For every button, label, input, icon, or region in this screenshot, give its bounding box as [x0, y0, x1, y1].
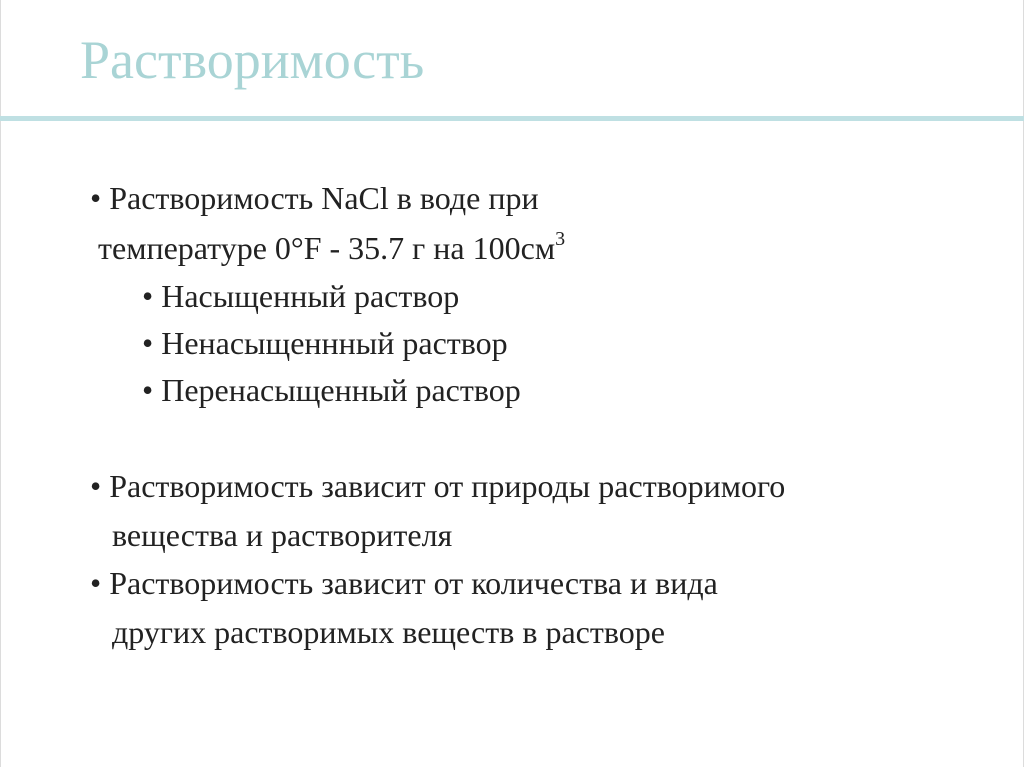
sub-bullet-saturated: [142, 276, 459, 316]
bullet-marker: •: [142, 325, 154, 361]
sub-bullet-unsaturated: [142, 323, 508, 363]
bullet-text-line1: Растворимость зависит от количества и вида: [109, 565, 718, 601]
bullet-marker: •: [90, 565, 102, 601]
sub-bullet-supersaturated: [142, 370, 521, 410]
bullet-text-line2: вещества и растворителя: [112, 517, 453, 553]
bullet-text-line1: Растворимость зависит от природы растворимого: [109, 468, 786, 504]
sub-bullet-text: Насыщенный раствор: [161, 278, 460, 314]
sub-bullet-text: Перенасыщенный раствор: [161, 372, 521, 408]
bullet-item-nacl-solubility: [90, 178, 539, 218]
bullet-marker: •: [90, 180, 102, 216]
bullet-marker: •: [142, 372, 154, 408]
bullet-marker: •: [90, 468, 102, 504]
bullet-text-line2: температуре 0°F - 35.7 г на 100см: [98, 230, 556, 266]
superscript-cubed: 3: [555, 228, 566, 250]
bullet-text-line2: других растворимых веществ в растворе: [112, 614, 665, 650]
bullet-item-solute-nature: [90, 466, 785, 506]
slide-title: Растворимость: [80, 30, 425, 90]
bullet-text-line1: Растворимость NaCl в воде при: [109, 180, 539, 216]
bullet-item-other-solutes-cont: [112, 612, 665, 652]
title-divider: [0, 116, 1024, 121]
bullet-marker: •: [142, 278, 154, 314]
bullet-item-other-solutes: [90, 563, 718, 603]
sub-bullet-text: Ненасыщеннный раствор: [161, 325, 508, 361]
bullet-item-solute-nature-cont: [112, 515, 452, 555]
bullet-item-nacl-solubility-cont: [98, 228, 565, 268]
